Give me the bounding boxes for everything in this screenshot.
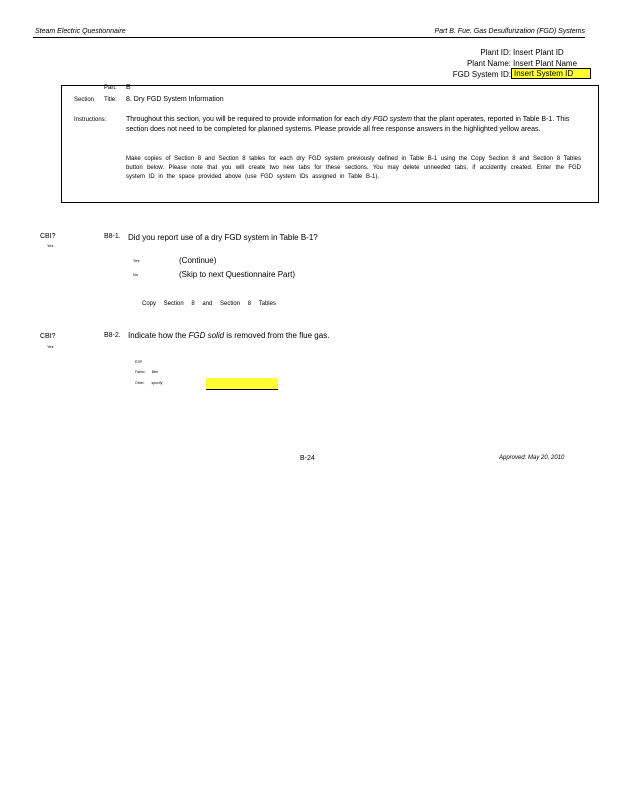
q1-option-yes[interactable]: Yes <box>133 258 140 263</box>
q2-text: Indicate how the FGD solid is removed from the flue gas. <box>128 331 330 340</box>
q2-number: B8-2. <box>104 332 121 339</box>
header-left: Steam Electric Questionnaire <box>35 28 126 35</box>
header-rule <box>33 37 585 38</box>
plant-id-label: Plant ID: <box>480 48 511 57</box>
plant-id-value[interactable]: Insert Plant ID <box>513 48 564 57</box>
q1-option-no[interactable]: No <box>133 272 139 277</box>
page-number: B-24 <box>300 455 315 462</box>
q2-other-specify-field[interactable] <box>206 378 278 390</box>
dry-fgd-system-term: dry FGD system <box>361 116 412 123</box>
plant-name-label: Plant Name: <box>466 59 511 68</box>
q2-option-other[interactable]: Other, specify <box>135 381 163 385</box>
q1-number: B8-1. <box>104 233 121 240</box>
q2-cbi-checkbox-label[interactable]: Yes <box>47 344 54 349</box>
q1-option-no-note: (Skip to next Questionnaire Part) <box>179 270 296 279</box>
fgd-system-id-field[interactable]: Insert System ID <box>511 68 591 79</box>
instructions-label: Instructions: <box>74 117 107 123</box>
instructions-paragraph-1: Throughout this section, you will be required to provide information for each dry FGD system that the plant operates, reported in Table B-1. This section does not need to be completed for planned systems. Please provide all free response answers in the highlighted yellow areas. <box>126 116 570 133</box>
part-value: B <box>126 84 131 91</box>
fgd-solid-term: FGD solid <box>188 331 225 340</box>
q2-option-esp[interactable]: ESP <box>135 360 143 364</box>
section-label: Section <box>74 97 95 103</box>
q1-cbi-checkbox-label[interactable]: Yes <box>47 243 54 248</box>
approved-date: Approved: May 20, 2010 <box>499 455 565 461</box>
fgd-system-id-label: FGD System ID: <box>452 70 511 79</box>
part-label: Part: <box>104 85 117 91</box>
q2-option-fabric-filter[interactable]: Fabric filter <box>135 370 159 374</box>
section-title: 8. Dry FGD System Information <box>126 96 224 103</box>
q1-text: Did you report use of a dry FGD system in Table B-1? <box>128 233 318 242</box>
instructions-paragraph-2: Make copies of Section 8 and Section 8 tables for each dry FGD system previously defined in Table B-1 using the Copy Section 8 and Section 8 Tables button below. Please note that you will create two new tabs for these sections. You may delete unneeded tabs, if accidently created. Enter the FGD system ID in the space provided above (use FGD system IDs assigned in Table B-1). <box>126 156 581 180</box>
title-label: Title: <box>104 97 117 103</box>
header-right: Part B. Fue. Gas Desulfurization (FGD) Systems <box>434 28 585 35</box>
q1-cbi-label: CBI? <box>40 233 56 240</box>
q1-option-yes-note: (Continue) <box>179 256 217 265</box>
copy-section-8-button[interactable]: Copy Section 8 and Section 8 Tables <box>142 301 276 307</box>
q2-cbi-label: CBI? <box>40 333 56 340</box>
plant-name-value[interactable]: Insert Plant Name <box>513 59 578 68</box>
